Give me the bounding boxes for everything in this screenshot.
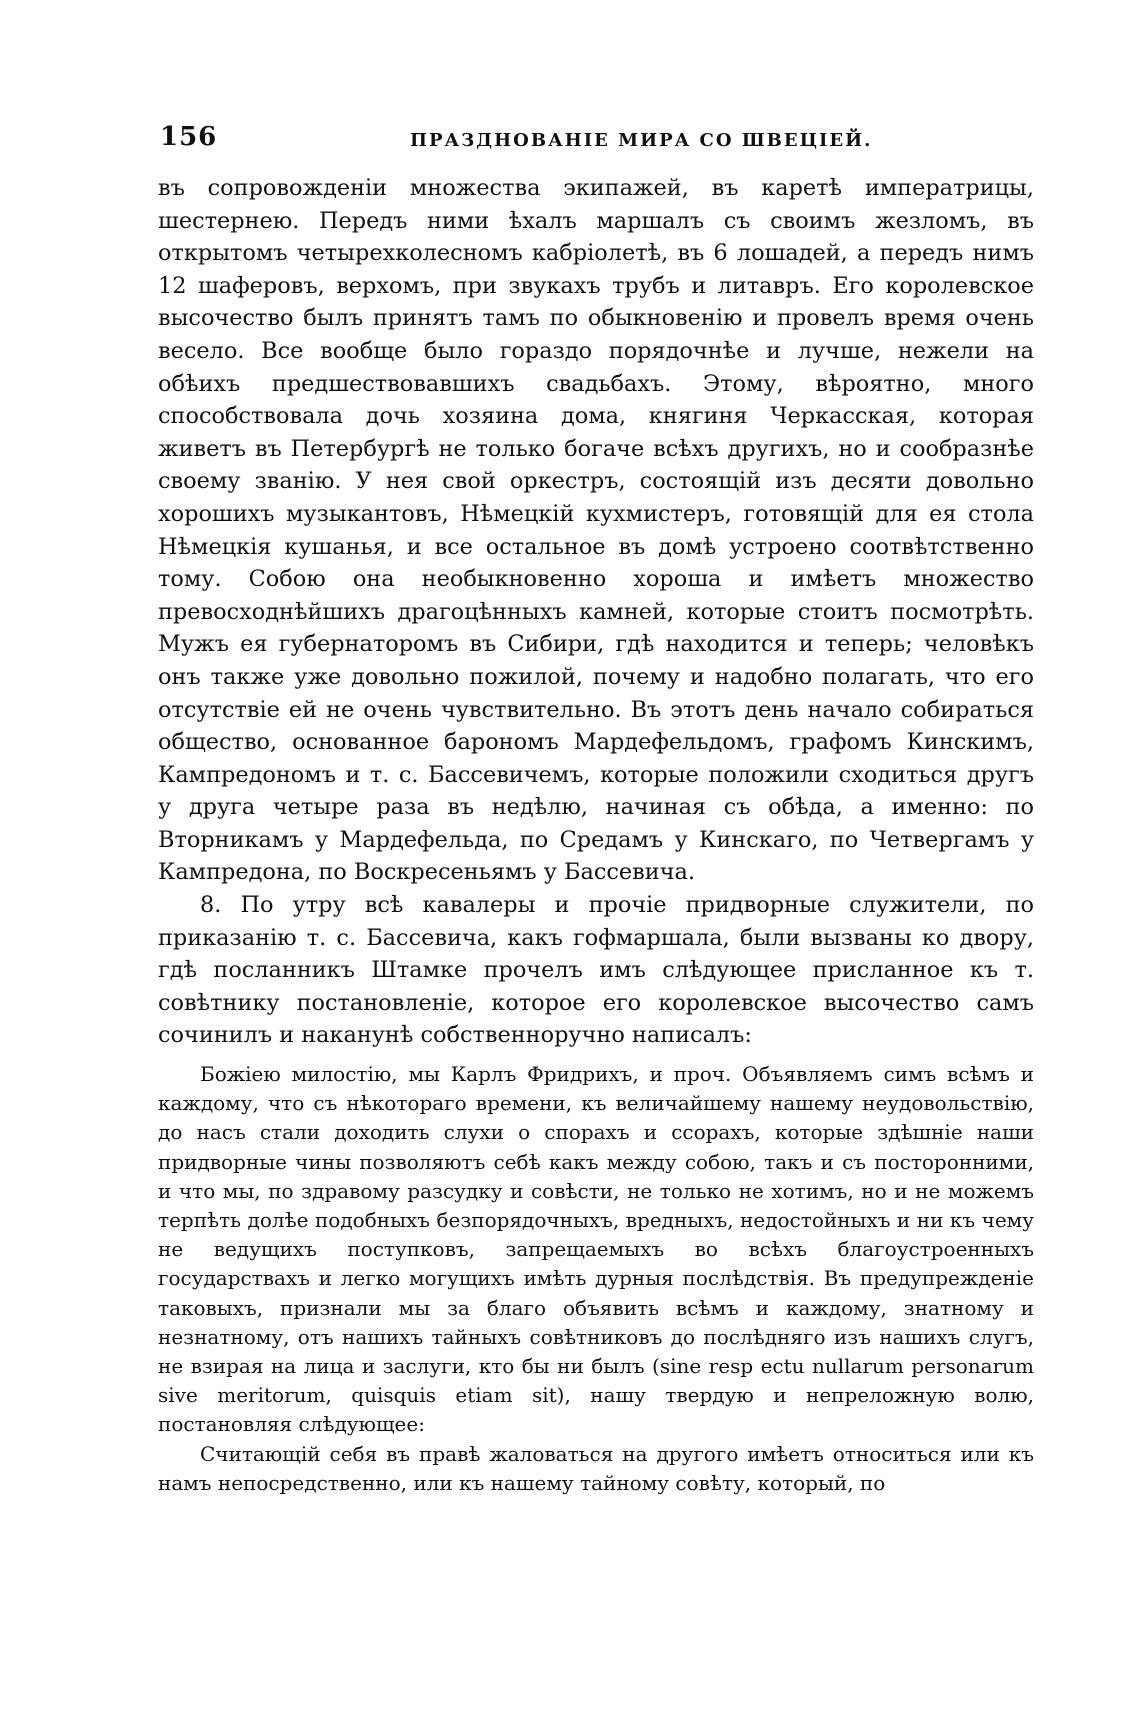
decree-paragraph-1: Божіею милостію, мы Карлъ Фридрихъ, и проч. Объявляемъ симъ всѣмъ и каждому, что съ нѣкотораго времени, къ величайшему нашему неудовольствію, до насъ стали доходить слухи о спорахъ и ссорахъ, которые здѣшніе наши придворные чины позволяютъ себѣ какъ между собою, такъ и съ посторонними, и что мы, по здравому разсудку и совѣсти, не только не хотимъ, но и не можемъ терпѣть долѣе подобныхъ безпорядочныхъ, вредныхъ, недостойныхъ и ни къ чему не ведущихъ поступковъ, запрещаемыхъ во всѣхъ благоустроенныхъ государствахъ и легко могущихъ имѣть дурныя послѣдствія. Въ предупрежденіе таковыхъ, признали мы за благо объявить всѣмъ и каждому, знатному и незнатному, отъ нашихъ тайныхъ совѣтниковъ до послѣдняго изъ нашихъ слугъ, не взирая на лица и заслуги, кто бы ни былъ (sine resp ectu nullarum personarum sive meritorum, quisquis etiam sit), нашу твердую и непреложную волю, постановляя слѣдующее: <box>158 1062 1034 1437</box>
decree-text <box>158 1060 1034 1498</box>
decree-paragraph-2: Считающій себя въ правѣ жаловаться на другого имѣетъ относиться или къ намъ непосредственно, или къ нашему тайному совѣту, который, по <box>158 1441 1034 1495</box>
page-number: 156 <box>160 122 218 152</box>
body-text <box>158 172 1034 1498</box>
running-title: ПРАЗДНОВАНІЕ МИРА СО ШВЕЦІЕЙ. <box>410 130 873 151</box>
paragraph-2: 8. По утру всѣ кавалеры и прочіе придворные служители, по приказанію т. с. Бассевича, какъ гофмаршала, были вызваны ко двору, гдѣ посланникъ Штамке прочелъ имъ слѣдующее присланное къ т. совѣтнику постановленіе, которое его королевское высочество самъ сочинилъ и наканунѣ собственноручно написалъ: <box>158 892 1034 1049</box>
paragraph-1: въ сопровожденіи множества экипажей, въ каретѣ императрицы, шестернею. Передъ ними ѣхалъ маршалъ съ своимъ жезломъ, въ открытомъ четырехколесномъ кабріолетѣ, въ 6 лошадей, а передъ нимъ 12 шаферовъ, верхомъ, при звукахъ трубъ и литавръ. Его королевское высочество былъ принятъ тамъ по обыкновенію и провелъ время очень весело. Все вообще было гораздо порядочнѣе и лучше, нежели на обѣихъ предшествовавшихъ свадьбахъ. Этому, вѣроятно, много способствовала дочь хозяина дома, княгиня Черкасская, которая живетъ въ Петербургѣ не только богаче всѣхъ другихъ, но и сообразнѣе своему званію. У нея свой оркестръ, состоящій изъ десяти довольно хорошихъ музыкантовъ, Нѣмецкій кухмистеръ, готовящій для ея стола Нѣмецкія кушанья, и все остальное въ домѣ устроено соотвѣтственно тому. Собою она необыкновенно хороша и имѣетъ множество превосходнѣйшихъ драгоцѣнныхъ камней, которые стоитъ посмотрѣть. Мужъ ея губернаторомъ въ Сибири, гдѣ находится и теперь; человѣкъ онъ также уже довольно пожилой, почему и надобно полагать, что его отсутствіе ей не очень чувствительно. Въ этотъ день начало собираться общество, основанное барономъ Мардефельдомъ, графомъ Кинскимъ, Кампредономъ и т. с. Бассевичемъ, которые положили сходиться другъ у друга четыре раза въ недѣлю, начиная съ обѣда, а именно: по Вторникамъ у Мардефельда, по Средамъ у Кинскаго, по Четвергамъ у Кампредона, по Воскресеньямъ у Бассевича. <box>158 175 1034 886</box>
page-header <box>160 122 1032 162</box>
